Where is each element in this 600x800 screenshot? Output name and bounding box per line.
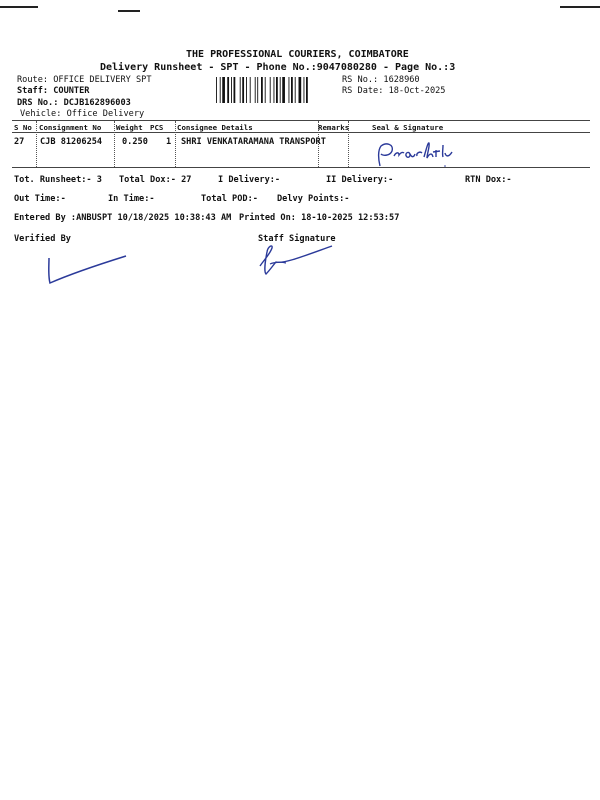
header-remarks: Remarks: [318, 123, 350, 132]
scan-mark-left: [0, 6, 38, 8]
total-dox: Total Dox:- 27: [119, 175, 192, 185]
staff-signature-label: Staff Signature: [258, 234, 336, 244]
sheet-title: Delivery Runsheet - SPT - Phone No.:9047080280 - Page No.:3: [100, 62, 456, 73]
header-consignee: Consignee Details: [177, 123, 253, 132]
i-delivery: I Delivery:-: [218, 175, 281, 185]
header-consignment: Consignment No: [39, 123, 102, 132]
total-pod: Total POD:-: [201, 194, 258, 204]
verifier-signature: [44, 250, 134, 288]
total-runsheet: Tot. Runsheet:- 3: [14, 175, 102, 185]
header-seal-signature: Seal & Signature: [372, 123, 444, 132]
drs-number: DRS No.: DCJB162896003: [17, 98, 131, 108]
row-consignee: SHRI VENKATARAMANA TRANSPORT: [181, 137, 326, 147]
rtn-dox: RTN Dox:-: [465, 175, 512, 185]
staff-label: Staff: COUNTER: [17, 86, 90, 96]
entered-by: Entered By :ANBUSPT 10/18/2025 10:38:43 AM: [14, 213, 232, 223]
company-title: THE PROFESSIONAL COURIERS, COIMBATORE: [186, 49, 409, 60]
verified-by-label: Verified By: [14, 234, 71, 244]
scan-mark-right: [560, 6, 600, 8]
delvy-points: Delvy Points:-: [277, 194, 350, 204]
staff-signature: [258, 242, 338, 278]
col-divider-1: [36, 121, 38, 167]
header-sno: S No: [14, 123, 32, 132]
out-time: Out Time:-: [14, 194, 66, 204]
ii-delivery: II Delivery:-: [326, 175, 394, 185]
table-bottom-rule: [12, 167, 590, 168]
table-header-rule: [12, 132, 590, 133]
printed-on: Printed On: 18-10-2025 12:53:57: [239, 213, 400, 223]
table-top-rule: [12, 120, 590, 121]
header-pcs: PCS: [150, 123, 164, 132]
row-pcs: 1: [166, 137, 172, 147]
row-consignment: CJB 81206254: [40, 137, 103, 147]
rs-date: RS Date: 18-Oct-2025: [342, 86, 446, 96]
scan-mark-mid: [118, 10, 140, 12]
row-sno: 27: [14, 137, 25, 147]
row-weight: 0.250: [122, 137, 148, 147]
header-weight: Weight: [116, 123, 143, 132]
in-time: In Time:-: [108, 194, 155, 204]
route-label: Route: OFFICE DELIVERY SPT: [17, 75, 152, 85]
barcode: [215, 77, 337, 103]
rs-number: RS No.: 1628960: [342, 75, 420, 85]
consignee-signature: [372, 140, 472, 172]
vehicle-label: Vehicle: Office Delivery: [20, 109, 145, 119]
